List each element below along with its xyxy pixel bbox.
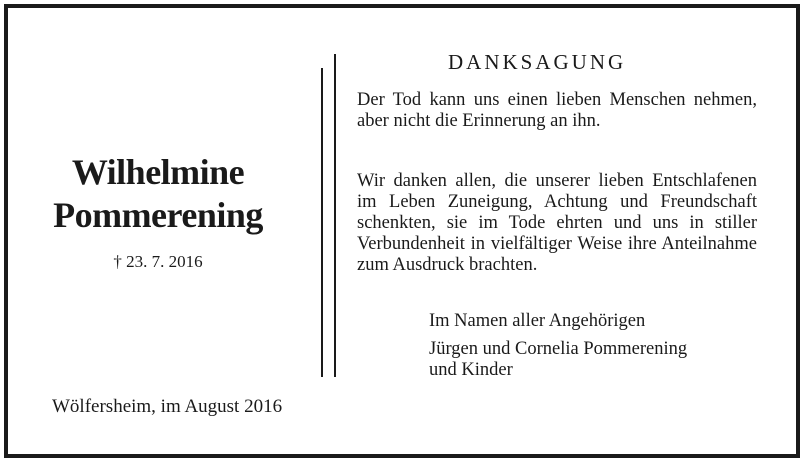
notice-paragraph-2: Wir danken allen, die unserer lieben Entschlafenen im Leben Zuneigung, Achtung und Freundschaft schenkten, sie im Tode ehrten und uns in stiller Verbundenheit in vielfältiger Weise ihre Anteilnahme zum Ausdruck brachten.: [357, 171, 757, 275]
notice-heading: DANKSAGUNG: [448, 50, 627, 74]
signature-children: und Kinder: [429, 360, 513, 380]
obituary-frame: [4, 4, 800, 458]
divider-line-right: [334, 54, 336, 377]
signature-names: Jürgen und Cornelia Pommerening: [429, 339, 688, 359]
signature-intro: Im Namen aller Angehörigen: [429, 311, 646, 331]
deceased-last-name: Pommerening: [53, 195, 263, 235]
notice-paragraph-1: Der Tod kann uns einen lieben Menschen nehmen, aber nicht die Erinnerung an ihn.: [357, 90, 757, 131]
divider-line-left: [321, 68, 323, 377]
place-and-date: Wölfersheim, im August 2016: [52, 396, 283, 417]
death-date: † 23. 7. 2016: [113, 252, 203, 271]
deceased-first-name: Wilhelmine: [71, 152, 245, 192]
deceased-name: [8, 151, 308, 237]
